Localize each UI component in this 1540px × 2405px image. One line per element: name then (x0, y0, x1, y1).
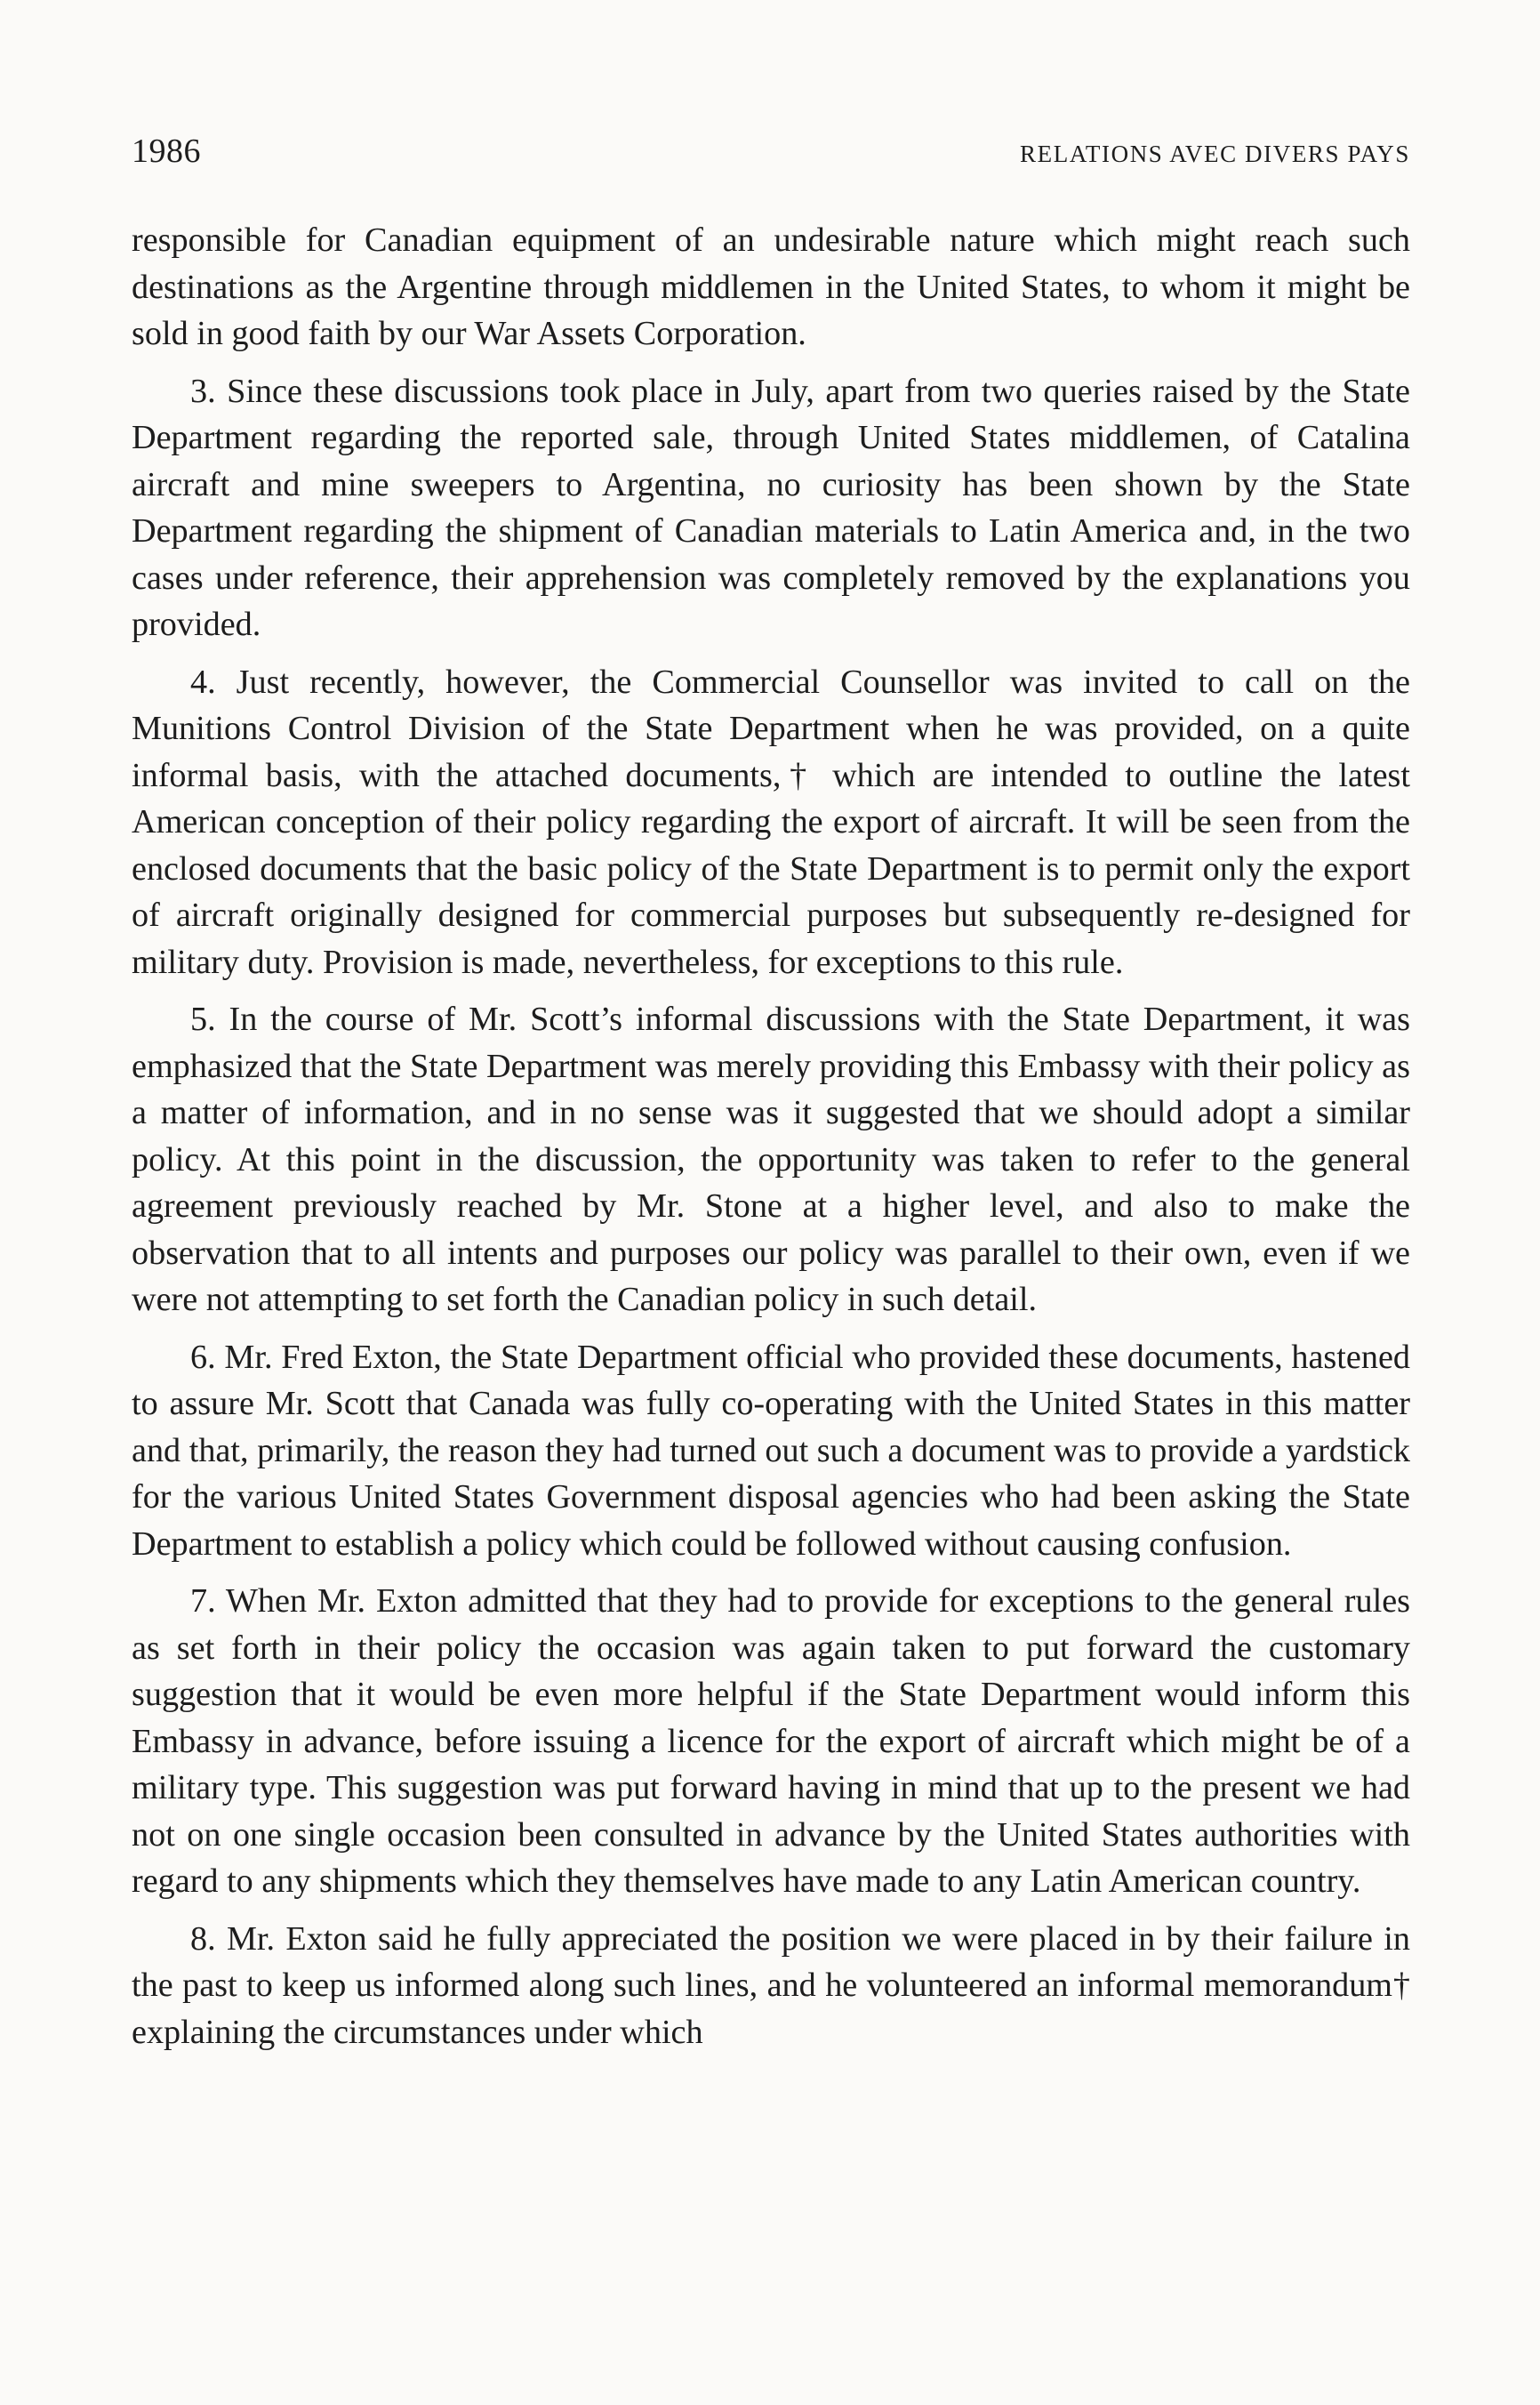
document-page (132, 132, 1410, 2055)
paragraph-7: 7. When Mr. Exton admitted that they had to provide for exceptions to the general rules as set forth in their policy the occasion was again taken to put forward the customary suggestion that it would be even more helpful if the State Department would inform this Embassy in advance, before issuing a licence for the export of aircraft which might be of a military type. This suggestion was put forward having in mind that up to the present we had not on one single occasion been consulted in advance by the United States authorities with regard to any shipments which they themselves have made to any Latin American country. (132, 1582, 1410, 1900)
running-head (132, 132, 1410, 171)
paragraph-6: 6. Mr. Fred Exton, the State Department official who provided these documents, hastened to assure Mr. Scott that Canada was fully co-operating with the United States in this matter and that, primarily, the reason they had turned out such a document was to provide a yardstick for the various United States Government disposal agencies who had been asking the State Department to establish a policy which could be followed without causing confusion. (132, 1338, 1410, 1563)
paragraph-3: 3. Since these discussions took place in July, apart from two queries raised by the State Department regarding the reported sale, through United States middlemen, of Catalina aircraft and mine sweepers to Argentina, no curiosity has been shown by the State Department regarding the shipment of Canadian materials to Latin America and, in the two cases under reference, their apprehension was completely removed by the explanations you provided. (132, 372, 1410, 643)
body-text (132, 217, 1410, 2055)
paragraph-5: 5. In the course of Mr. Scott’s informal discussions with the State Department, it was emphasized that the State Department was merely providing this Embassy with their policy as a matter of information, and in no sense was it suggested that we should adopt a similar policy. At this point in the discussion, the opportunity was taken to refer to the general agreement previously reached by Mr. Stone at a higher level, and also to make the observation that to all intents and purposes our policy was parallel to their own, even if we were not attempting to set forth the Canadian policy in such detail. (132, 1001, 1410, 1318)
paragraph-8: 8. Mr. Exton said he fully appreciated the position we were placed in by their failure in the past to keep us informed along such lines, and he volunteered an informal memorandum† explaining the circumstances under which (132, 1919, 1410, 2051)
paragraph-4: 4. Just recently, however, the Commercial Counsellor was invited to call on the Munitions Control Division of the State Department when he was provided, on a quite informal basis, with the attached documents,† which are intended to outline the latest American conception of their policy regarding the export of aircraft. It will be seen from the enclosed documents that the basic policy of the State Department is to permit only the export of aircraft originally designed for commercial purposes but subsequently re-designed for military duty. Provision is made, nevertheless, for exceptions to this rule. (132, 663, 1410, 981)
page-number: 1986 (132, 133, 201, 170)
section-title: RELATIONS AVEC DIVERS PAYS (1020, 141, 1410, 167)
paragraph-continuation: responsible for Canadian equipment of an undesirable nature which might reach such destinations as the Argentine through middlemen in the United States, to whom it might be sold in good faith by our War Assets Corporation. (132, 221, 1410, 352)
